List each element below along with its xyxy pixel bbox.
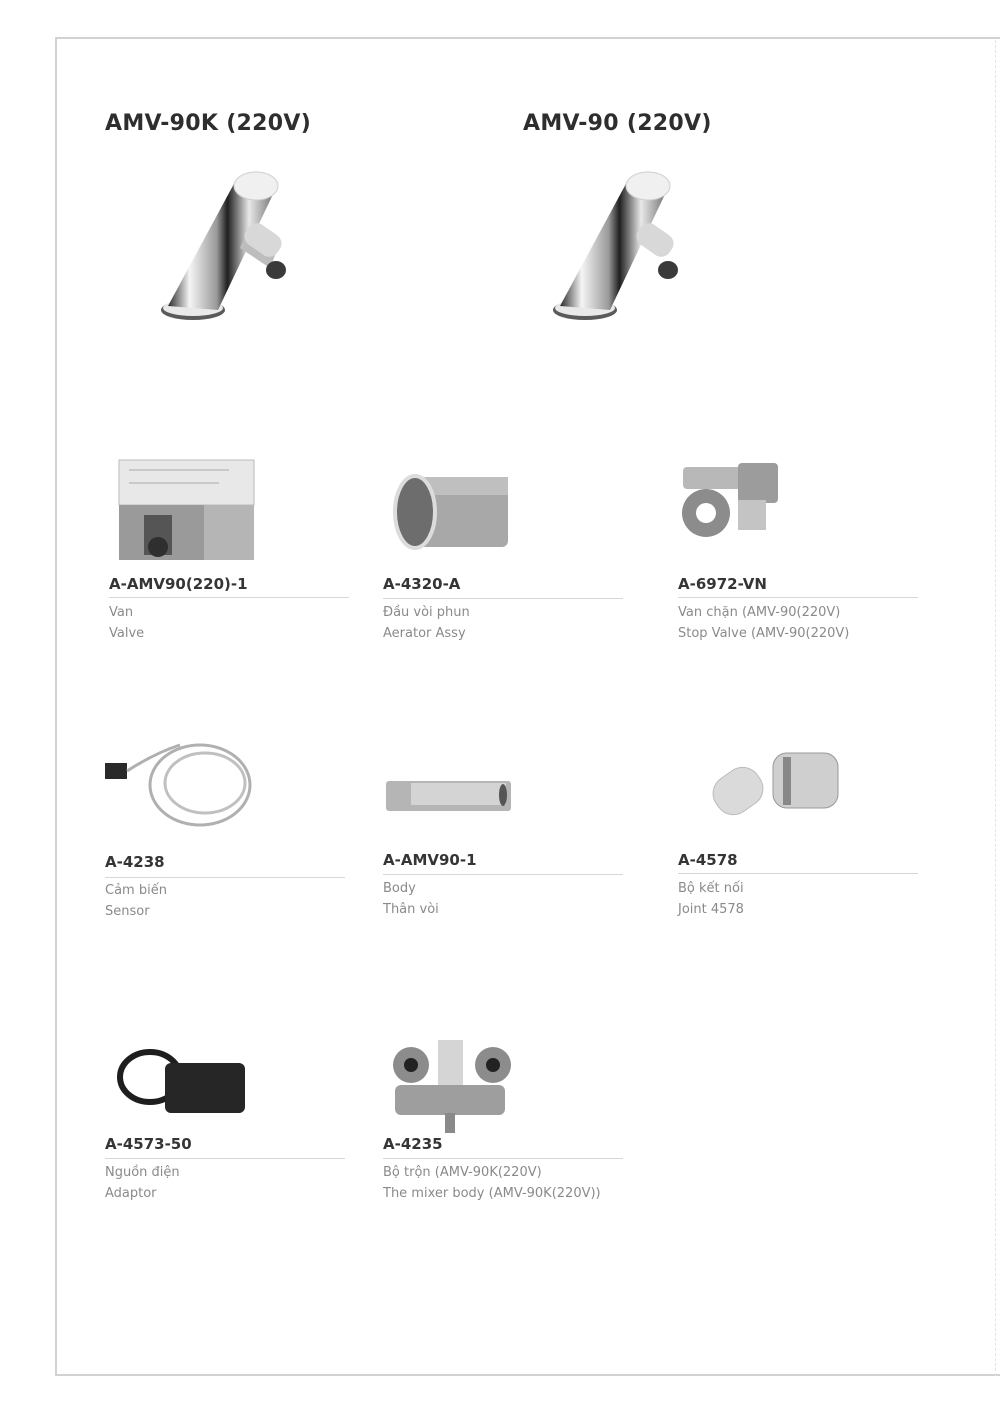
divider [109, 597, 349, 598]
part-code: A-4235 [383, 1135, 443, 1153]
part-name-vi: Bộ trộn (AMV-90K(220V) [383, 1165, 542, 1180]
divider [105, 1158, 345, 1159]
part-name-vi: Van [109, 605, 134, 620]
sensor-cable-icon [105, 733, 345, 843]
part-name-vi: Van chặn (AMV-90(220V) [678, 605, 841, 620]
joint-icon [678, 731, 918, 841]
part-name-en: Aerator Assy [383, 626, 466, 641]
part-code: A-AMV90-1 [383, 851, 477, 869]
part-code: A-4573-50 [105, 1135, 192, 1153]
model-title-amv90: AMV-90 (220V) [523, 111, 712, 136]
faucet-amv90-image [540, 158, 690, 333]
part-name-en: Stop Valve (AMV-90(220V) [678, 626, 850, 641]
part-code: A-4578 [678, 851, 738, 869]
part-name-en: The mixer body (AMV-90K(220V)) [383, 1186, 601, 1201]
part-name-en: Adaptor [105, 1186, 157, 1201]
part-code: A-4238 [105, 853, 165, 871]
part-name-en: Sensor [105, 904, 150, 919]
valve-box-icon [109, 455, 349, 565]
model-title-amv90k: AMV-90K (220V) [105, 111, 312, 136]
part-code: A-6972-VN [678, 575, 767, 593]
part-name-vi: Đầu vòi phun [383, 605, 470, 620]
divider [678, 873, 918, 874]
divider [383, 1158, 623, 1159]
divider [383, 874, 623, 875]
part-name-vi: Cảm biến [105, 883, 167, 898]
mixer-body-icon [383, 1035, 623, 1145]
aerator-icon [383, 455, 623, 565]
body-tube-icon [383, 731, 623, 841]
page-edge [995, 40, 998, 1376]
divider [383, 598, 623, 599]
part-code: A-AMV90(220)-1 [109, 575, 248, 593]
stop-valve-icon [678, 455, 918, 565]
divider [105, 877, 345, 878]
faucet-amv90k-image [148, 158, 298, 333]
adaptor-icon [105, 1035, 345, 1145]
part-name-vi: Body [383, 881, 416, 896]
divider [678, 597, 918, 598]
part-name-en: Valve [109, 626, 145, 641]
part-name-en: Joint 4578 [678, 902, 744, 917]
part-code: A-4320-A [383, 575, 461, 593]
part-name-vi: Bộ kết nối [678, 881, 744, 896]
part-name-en: Thân vòi [383, 902, 439, 917]
part-name-vi: Nguồn điện [105, 1165, 180, 1180]
